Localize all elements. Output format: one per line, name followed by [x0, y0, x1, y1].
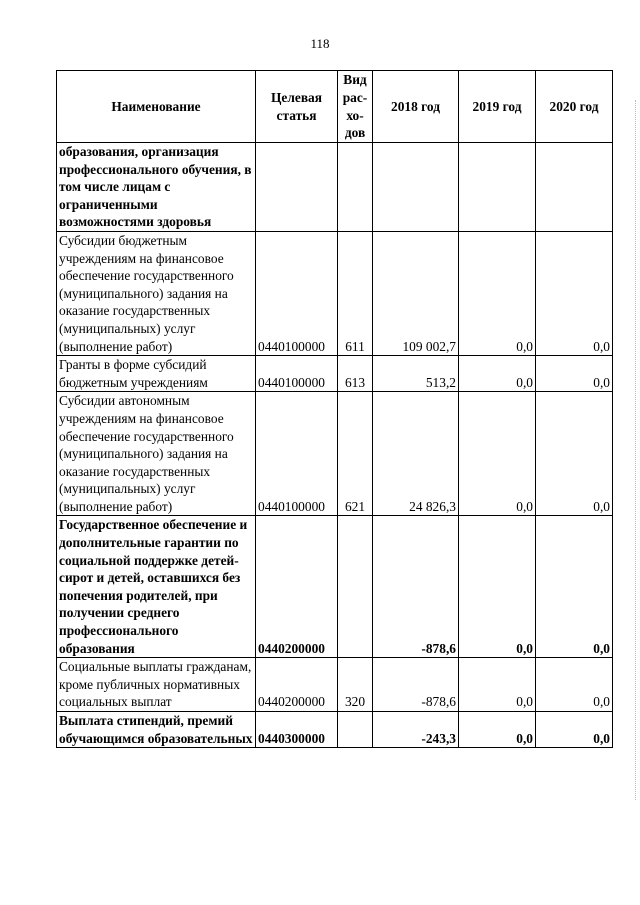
- row-2019: 0,0: [459, 392, 536, 516]
- row-2020: 0,0: [536, 356, 613, 392]
- row-target: 0440100000: [256, 231, 338, 355]
- row-2020: 0,0: [536, 712, 613, 748]
- header-2019: 2019 год: [459, 71, 536, 143]
- row-2019: 0,0: [459, 356, 536, 392]
- row-name: Субсидии бюджетным учреждениям на финансовое обеспечение государственного (муниципального) задания на оказание государственных (муниципальных) услуг (выполнение работ): [57, 231, 256, 355]
- row-type: [338, 712, 373, 748]
- row-type: 611: [338, 231, 373, 355]
- row-2020: 0,0: [536, 516, 613, 658]
- row-type: [338, 516, 373, 658]
- table-row: [57, 516, 613, 658]
- row-2020: 0,0: [536, 231, 613, 355]
- row-2018: -878,6: [373, 658, 459, 712]
- row-2018: [373, 143, 459, 232]
- row-name: Гранты в форме субсидий бюджетным учреждениям: [57, 356, 256, 392]
- row-2018: -878,6: [373, 516, 459, 658]
- row-target: 0440200000: [256, 658, 338, 712]
- row-name: Субсидии автономным учреждениям на финансовое обеспечение государственного (муниципального) задания на оказание государственных (муниципальных) услуг (выполнение работ): [57, 392, 256, 516]
- row-name: Социальные выплаты гражданам, кроме публичных нормативных социальных выплат: [57, 658, 256, 712]
- row-2019: 0,0: [459, 231, 536, 355]
- row-target: [256, 143, 338, 232]
- row-2019: 0,0: [459, 658, 536, 712]
- row-2019: 0,0: [459, 712, 536, 748]
- table-row: [57, 392, 613, 516]
- table-row: [57, 231, 613, 355]
- header-name: Наименование: [57, 71, 256, 143]
- row-name: образования, организация профессионального обучения, в том числе лицам с ограниченными возможностями здоровья: [57, 143, 256, 232]
- header-type: Вид рас-хо-дов: [338, 71, 373, 143]
- row-name: Государственное обеспечение и дополнительные гарантии по социальной поддержке детей-сирот и детей, оставшихся без попечения родителей, при получении среднего профессионального образования: [57, 516, 256, 658]
- row-name: Выплата стипендий, премий обучающимся образовательных: [57, 712, 256, 748]
- table-row: [57, 658, 613, 712]
- scan-edge-marks: [635, 100, 636, 800]
- table-row: [57, 143, 613, 232]
- row-type: 613: [338, 356, 373, 392]
- row-type: 621: [338, 392, 373, 516]
- budget-table: [56, 70, 613, 748]
- row-2019: [459, 143, 536, 232]
- row-2019: 0,0: [459, 516, 536, 658]
- row-target: 0440100000: [256, 392, 338, 516]
- row-type: 320: [338, 658, 373, 712]
- row-2020: 0,0: [536, 658, 613, 712]
- row-target: 0440100000: [256, 356, 338, 392]
- header-2018: 2018 год: [373, 71, 459, 143]
- row-2018: -243,3: [373, 712, 459, 748]
- row-2018: 513,2: [373, 356, 459, 392]
- row-2018: 109 002,7: [373, 231, 459, 355]
- table-row: [57, 356, 613, 392]
- row-2018: 24 826,3: [373, 392, 459, 516]
- header-target: Целевая статья: [256, 71, 338, 143]
- row-2020: 0,0: [536, 392, 613, 516]
- row-2020: [536, 143, 613, 232]
- table-row: [57, 712, 613, 748]
- header-row: [57, 71, 613, 143]
- header-2020: 2020 год: [536, 71, 613, 143]
- row-target: 0440300000: [256, 712, 338, 748]
- page-number: 118: [310, 36, 330, 51]
- row-target: 0440200000: [256, 516, 338, 658]
- row-type: [338, 143, 373, 232]
